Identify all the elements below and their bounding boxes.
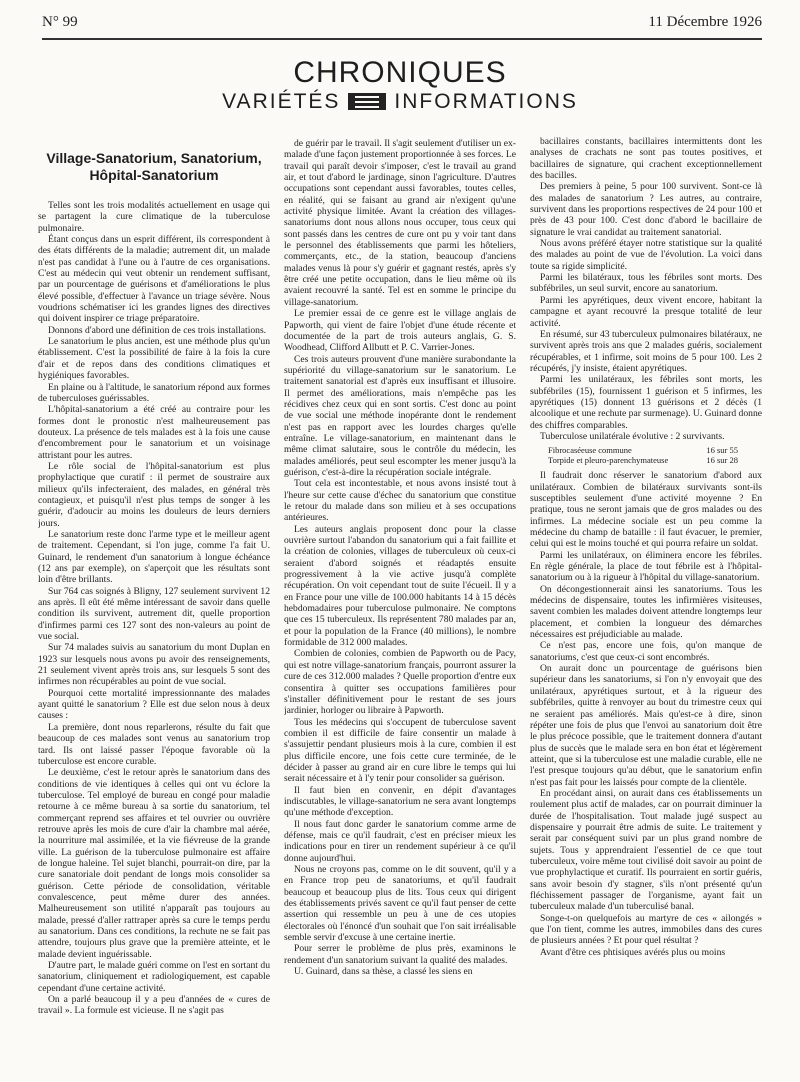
page-header [0,0,800,113]
paragraph: Combien de colonies, combien de Papworth ou de Pacy, qui est notre village-sanatorium français, pourront assurer la cure de ces 312.000 malades ? Quelle proportion d'entre eux consentira à quitter ses occupations familières pour s'installer définitivement pour le restant de ses jours jardinier, horloger ou libraire à Papworth. [284,648,516,717]
article-title-line-2: Hôpital-Sanatorium [89,167,219,183]
survival-table-row [548,445,738,455]
paragraph: Nous ne croyons pas, comme on le dit souvent, qu'il y a en France trop peu de sanatoriums, et qu'il faudrait beaucoup et beaucoup plus de lits. Tous ceux qui dirigent des établissements privés savent ce qu'il faut penser de cette assertion qui ressemble un peu à une de ces utopies électorales où l'énoncé d'un souhait que l'on sait irréalisable semble servir d'excuse à une certaine inertie. [284,864,516,944]
paragraph: On aurait donc un pourcentage de guérisons bien supérieur dans les sanatoriums, si l'on n'y envoyait que des unilatéraux, apyrétiques surtout, et à la rigueur des subfébriles, quitte à renvoyer au bout du trimestre ceux qui ne seraient pas améliorés. Mais qu'est-ce à dire, sinon répéter une fois de plus que l'envoi au sanatorium doit être le plus précoce possible, que le traitement donnera d'autant plus de succès que le malade sera en bon état et légèrement atteint, que si la tuberculose est une maladie curable, elle ne l'est presque toujours qu'au début, que le sanatorium enfin n'est pas fait pour les laissés pour compte de la clientèle. [530,663,762,788]
section-title: CHRONIQUES [293,56,507,89]
paragraph: Donnons d'abord une définition de ces trois installations. [48,324,267,336]
paragraph: Parmi les unilatéraux, on éliminera encore les fébriles. En règle générale, la place de tout fébrile est à l'hôpital-sanatorium ou à la rigueur à l'hôpital du village-sanatorium. [530,549,762,584]
paragraph: Le rôle social de l'hôpital-sanatorium est plus prophylactique que curatif : il permet de soustraire aux milieux qu'ils infecteraient, des malades, en général très contagieux, et puisqu'il n'est plus temps de songer à les guérir, d'adoucir au moins les douleurs de leurs derniers jours. [38,460,270,529]
paragraph: Ce n'est pas, encore une fois, qu'on manque de sanatoriums, c'est que ceux-ci sont encombrés. [530,640,762,663]
column-3-text-a [530,136,762,442]
column-2-text [284,138,516,977]
paragraph: Pour serrer le problème de plus près, examinons le rendement d'un sanatorium suivant la qualité des malades. [284,943,516,966]
issue-date: 11 Décembre 1926 [648,14,762,30]
article-title-line-1: Village-Sanatorium, Sanatorium, [46,150,262,166]
column-2 [284,138,516,1068]
paragraph: Ces trois auteurs prouvent d'une manière surabondante la supériorité du village-sanatorium sur le sanatorium. Le traitement sanatorial est d'après eux insuffisant et illusoire. Il permet des améliorations, mais n'empêche pas les récidives chez ceux qui en sont sortis. C'est donc au point de vue social une méthode inopérante dont le rendement n'est pas en rapport avec les lourdes charges qu'elle entraîne. Le village-sanatorium, en maintenant dans le même climat salutaire, sous le contrôle du médecin, les malades améliorés, peut seul escompter les mener jusqu'à la guérison, c'est-à-dire la récupération sociale intégrale. [284,353,516,478]
paragraph: Sur 74 malades suivis au sanatorium du mont Duplan en 1923 sur lesquels nous avons pu avoir des renseignements, 21 seulement vivent après trois ans, sur lesquels 5 sont des infirmes non récupérables au point de vue social. [38,642,270,688]
paragraph: La première, dont nous reparlerons, résulte du fait que beaucoup de ces malades sont venus au sanatorium trop tard. Ils ont laissé passer l'époque favorable où la tuberculose est encore curable. [38,721,270,767]
survival-table-row [548,455,738,465]
paragraph: Le deuxième, c'est le retour après le sanatorium dans des conditions de vie identiques à celles qui ont vu éclore la tuberculose. Tel employé de bureau en congé pour maladie retourne à ce même bureau à sa sortie du sanatorium, tel commerçant reprend ses affaires et tel ouvrier ou ouvrière retrouve après les mois de cure d'air la chambre mal aérée, la nourriture mal assimilée, et la vie fiévreuse de la grande ville. La guérison de la tuberculose pulmonaire est affaire de longue haleine. Tel sujet blanchi, pourrait-on dire, par la cure sanatoriale doit pendant de longs mois consolider sa guérison. Cette période de consolidation, véritable convalescence, peut même durer des années. Malheureusement son utilité n'apparaît pas toujours au malade, pressé d'aller rattraper après sa cure le temps perdu au sanatorium. Dans ces conditions, la rechute ne se fait pas attendre, toujours plus grave que la première atteinte, et le malade devient inguérissable. [38,767,270,960]
header-rule [42,38,762,40]
section-subtitle [0,90,800,114]
paragraph: Le premier essai de ce genre est le village anglais de Papworth, qui vient de faire l'objet d'une étude récente et documentée de la part de trois auteurs anglais, G. S. Woodhead, Clifford Allbutt et P. C. Varrier-Jones. [284,308,516,354]
paragraph: Sur 764 cas soignés à Bligny, 127 seulement survivent 12 ans après. Il eût été même intéressant de savoir dans quelle condition ils survivent, autrement dit, quelle proportion d'infirmes parmi ces 127 sont des non-valeurs au point de vue social. [38,585,270,643]
paragraph: Le sanatorium le plus ancien, est une méthode plus qu'un établissement. C'est la possibilité de faire à la fois la cure d'air et de repos dans des conditions climatiques et hygiéniques favorables. [38,336,270,382]
paragraph: En plaine ou à l'altitude, le sanatorium répond aux formes de tuberculoses guérissables. [38,381,270,404]
column-3 [530,136,762,1066]
issue-number: N° 99 [42,14,78,30]
paragraph: Parmi les bilatéraux, tous les fébriles sont morts. Des subfébriles, un seul survit, encore au sanatorium. [530,272,762,295]
paragraph: Le sanatorium reste donc l'arme type et le meilleur agent de traitement. Cependant, si l'on juge, comme l'a fait U. Guinard, le rendement d'un sanatorium à longue échéance (12 ans par exemple), on s'aperçoit que les résultats sont loin d'être brillants. [38,528,270,586]
paragraph: Des premiers à peine, 5 pour 100 survivent. Sont-ce là des malades de sanatorium ? Les autres, au contraire, survivent dans les proportions respectives de 24 pour 100 et près de 43 pour 100. C'est donc d'abord le bacillaire de signature le vrai candidat au traitement sanatorial. [530,181,762,238]
survival-table-label: Torpide et pleuro-parenchymateuse [548,455,669,466]
paragraph: Parmi les apyrétiques, deux vivent encore, habitant la campagne et ayant recouvré la presque totalité de leur activité. [530,294,762,329]
paragraph: Étant conçus dans un esprit différent, ils correspondent à des états différents de la maladie; autrement dit, un malade n'est pas candidat à l'une ou à l'autre de ces organisations. C'est au médecin qui veut obtenir un rendement suffisant, par un pourcentage de guérisons et d'améliorations le plus élevé possible, d'effectuer à l'avance un triage sévère. Nous voudrions schématiser ici les grandes lignes des directives qui doivent inspirer ce triage préparatoire. [38,234,270,325]
paragraph: Tout cela est incontestable, et nous avons insisté tout à l'heure sur cette cause d'échec du sanatorium que constitue le retour du malade dans son milieu et à ses occupations antérieures. [284,478,516,524]
paragraph: Parmi les unilatéraux, les fébriles sont morts, les subfébriles (15), fournissent 1 guérison et 5 infirmes, les apyrétiques (15) donnent 13 guérisons et 2 décès (1 alcoolique et une rechute par surmenage). U. Guinard donne des chiffres comparables. [530,374,762,431]
section-emblem-icon [348,93,386,110]
paragraph: Il nous faut donc garder le sanatorium comme arme de défense, mais ce qu'il faudrait, c'est en préciser mieux les indications pour en tirer un rendement supérieur à ce qu'il donne aujourd'hui. [284,818,516,864]
paragraph: D'autre part, le malade guéri comme on l'est en sortant du sanatorium, cliniquement et radiologiquement, est capable cependant d'une certaine activité. [38,960,270,994]
subtitle-informations: INFORMATIONS [394,90,578,113]
paragraph: Nous avons préféré étayer notre statistique sur la qualité des malades au point de vue de l'évolution. La voici dans toute sa rigide simplicité. [530,238,762,272]
column-1-text [38,200,270,1017]
article-body [38,136,762,1070]
paragraph: Tous les médecins qui s'occupent de tuberculose savent combien il est difficile de faire consentir un malade à s'assujettir pendant plusieurs mois à la cure, combien il est plus difficile encore, une fois cette cure terminée, de le décider à passer au grand air en cure libre le temps qui lui serait nécessaire et à l'y tenir pour consolider sa guérison. [284,716,516,785]
subtitle-varietes: VARIÉTÉS [222,90,341,113]
article-title [38,150,270,184]
column-3-text-b [530,470,762,958]
survival-table [548,445,762,465]
paragraph: U. Guinard, dans sa thèse, a classé les siens en [294,966,473,978]
paragraph: bacillaires constants, bacillaires intermittents dont les analyses de crachats ne sont pas toutes positives, et bacillaires de signature, qui crachent exceptionnellement des bacilles. [530,136,762,182]
survival-table-value: 16 sur 28 [706,455,738,466]
paragraph: Telles sont les trois modalités actuellement en usage qui se partagent la cure climatique de la tuberculose pulmonaire. [38,200,270,234]
paragraph: Tuberculose unilatérale évolutive : 2 survivants. [540,430,725,442]
survival-table-label: Fibrocaséeuse commune [548,445,632,456]
column-1 [38,140,270,1070]
paragraph: Pourquoi cette mortalité impressionnante des malades ayant quitté le sanatorium ? Elle est due selon nous à deux causes : [38,687,270,722]
paragraph: On a parlé beaucoup il y a peu d'années de « cures de travail ». La formule est vicieuse. Il ne s'agit pas [38,994,270,1017]
paragraph: En résumé, sur 43 tuberculeux pulmonaires bilatéraux, ne survivent après trois ans que 2 malades guéris, socialement récupérables, et 1 infirme, soit moins de 5 pour 100. Les 2 récupérés, j'y insiste, étaient apyrétiques. [530,328,762,374]
paragraph: Songe-t-on quelquefois au martyre de ces « ailongés » que l'on tient, comme les autres, immobiles dans des cures de plusieurs années ? Et pour quel résultat ? [530,912,762,947]
paragraph: Avant d'être ces phtisiques avérés plus ou moins [540,946,726,958]
survival-table-value: 16 sur 55 [706,445,738,456]
paragraph: de guérir par le travail. Il s'agit seulement d'utiliser un ex-malade d'une façon justement proportionnée à ses forces. Le travail qui paraît devoir s'imposer, c'est le travail au grand air, et tout d'abord le jardinage, sinon l'agriculture. D'autres occupations sont cependant aussi favorables, toutes celles, en réalité, qui se faisant au grand air n'exigent qu'une activité physique limitée. Avant la création des villages-sanatoriums dont nous allons nous occuper, tous ceux qui sont passés dans les centres de cure ont pu y voir tant dans le personnel des établissements que parmi les hôteliers, commerçants, etc., de la station, beaucoup d'anciens malades venus là pour s'y guérir et gagnant restés, après s'y être créé une petite occupation, dans le lieu même où ils avaient recouvré la santé. Tel est en somme le principe du village-sanatorium. [284,138,516,308]
paragraph: On décongestionnerait ainsi les sanatoriums. Tous les médecins de dispensaire, toutes les infirmières visiteuses, savent combien les malades doivent attendre longtemps leur placement, et combien la longueur des démarches nécessaires est préjudiciable au malade. [530,583,762,641]
paragraph: L'hôpital-sanatorium a été créé au contraire pour les formes dont le pronostic n'est malheureusement pas douteux. La présence de tels malades est à la fois une cause d'encombrement pour le sanatorium et un voisinage attristant pour les autres. [38,404,270,461]
paragraph: Les auteurs anglais proposent donc pour la classe ouvrière surtout l'abandon du sanatorium qui a fait faillite et la création de colonies, villages de tuberculeux où ceux-ci seraient d'abord soignés et réadaptés ensuite progressivement à la vie active jusqu'à complète récupération. On voit cependant tout de suite l'écueil. Il y a en France pour une ville de 100.000 habitants 14 à 15 décès hebdomadaires pour tuberculose pulmonaire. Ne comptons que ces 15 tuberculeux. Ils représentent 780 malades par an, et pour la population de la France (40 millions), le nombre formidable de 312 000 malades. [284,523,516,649]
paragraph: Il faut bien en convenir, en dépit d'avantages indiscutables, le village-sanatorium ne sera avant longtemps qu'une méthode d'exception. [284,784,516,819]
paragraph: En procédant ainsi, on aurait dans ces établissements un roulement plus actif de malades, car on pourrait diminuer la durée de l'hospitalisation. Tout malade jugé suspect au dispensaire y pourrait être admis de suite. Le traitement y serait par conséquent suivi par un plus grand nombre de sujets. Tous y apprendraient l'essentiel de ce que tout tuberculeux, voire même tout civilisé doit savoir au point de vue prophylactique et curatif. Ils pourraient en sortir guéris, sans avoir besoin d'y stagner, s'ils n'ont présenté qu'un fléchissement passager de l'organisme, ayant fait un tuberculeux malade d'un tuberculisé banal. [530,787,762,913]
paragraph: Il faudrait donc réserver le sanatorium d'abord aux unilatéraux. Combien de bilatéraux survivants sont-ils susceptibles seulement d'une activité moyenne ? En pratique, tous ne seront jamais que de gros malades ou des infirmes. La médecine sociale est un peu comme la médecine du champ de bataille : il faut évacuer, le premier, celui qui est le moins touché et qui pourra refaire un soldat. [530,470,762,550]
